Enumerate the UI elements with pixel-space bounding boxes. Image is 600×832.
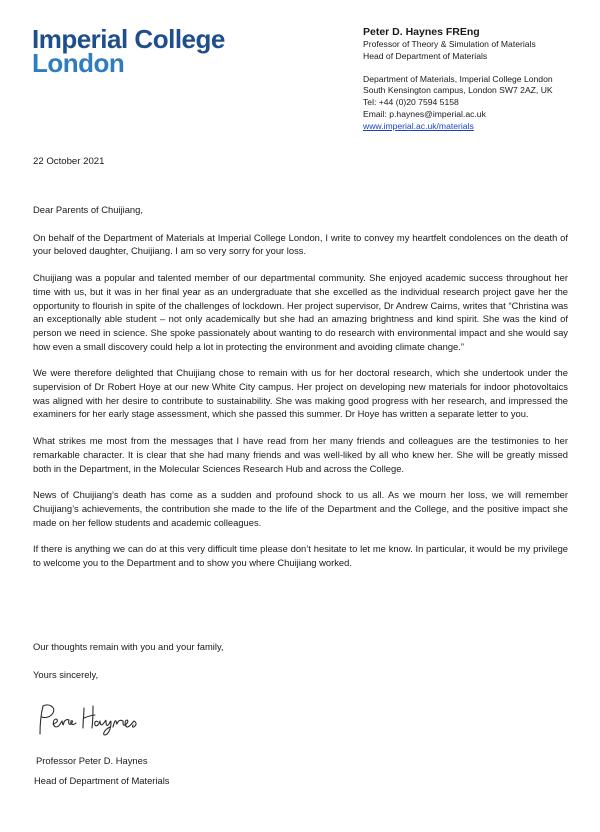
paragraph-offer: If there is anything we can do at this very difficult time please don’t hesitate to let me know. In particular, it would be my privilege to welcome you to the Department and to show you where Chuijiang worked. [33, 543, 568, 569]
sender-address-line2: South Kensington campus, London SW7 2AZ, UK [363, 85, 553, 96]
imperial-college-logo [32, 24, 225, 78]
sender-block [363, 26, 593, 133]
sender-role-professor: Professor of Theory & Simulation of Materials [363, 39, 536, 49]
sender-website-link[interactable]: www.imperial.ac.uk/materials [363, 120, 474, 131]
paragraph-condolences: On behalf of the Department of Materials at Imperial College London, I write to convey my heartfelt condolences on the death of your beloved daughter, Chuijiang. I am so very sorry for your loss. [33, 231, 568, 257]
handwritten-signature [36, 700, 146, 740]
closing-thoughts: Our thoughts remain with you and your family, [33, 641, 224, 652]
letter-date: 22 October 2021 [33, 156, 105, 167]
signatory-block [36, 754, 169, 788]
sender-email: Email: p.haynes@imperial.ac.uk [363, 108, 486, 119]
paragraph-doctoral-research: We were therefore delighted that Chuijiang chose to remain with us for her doctoral research, which she undertook under the supervision of Dr Robert Hoye at our new White City campus. Her project on developing new materials for indoor photovoltaics was aligned with her desire to contribute to sustainability. She was making good progress with her research, and impressed the examiners for her early stage assessment, which she passed this summer. Dr Hoye has written a separate letter to you. [33, 367, 568, 420]
signatory-title: Head of Department of Materials [34, 775, 170, 786]
logo-text-line1: Imperial College [32, 24, 225, 54]
closing-block [33, 640, 224, 696]
letter-body [33, 203, 568, 583]
sender-role-head: Head of Department of Materials [363, 50, 488, 61]
logo-text-line2: London [32, 48, 125, 78]
paragraph-undergraduate: Chuijiang was a popular and talented member of our departmental community. She enjoyed academic success throughout her time with us, but it was in her final year as an undergraduate that she excelled as the individual research project gave her the opportunity to flourish in spite of the challenges of lockdown. Her project supervisor, Dr Andrew Cairns, writes that “Christina was an exceptionally able student – not only academically but she had an amazing brightness and kind spirit. She was the kind of person we need in science. She spoke passionately about wanting to do research with environmental impact and she would say how even a small discovery could help a lot in protecting the environment and avoiding climate change.” [33, 272, 568, 352]
sender-address-line1: Department of Materials, Imperial College London [363, 73, 553, 84]
salutation: Dear Parents of Chuijiang, [33, 204, 143, 215]
sender-name: Peter D. Haynes FREng [363, 26, 480, 38]
paragraph-character: What strikes me most from the messages that I have read from her many friends and colleagues are the testimonies to her remarkable character. It is clear that she had many friends and was well-liked by all who knew her. She will be greatly missed both in the Department, in the Molecular Sciences Research Hub and across the College. [33, 435, 568, 474]
signatory-name: Professor Peter D. Haynes [36, 755, 148, 766]
closing-yours-sincerely: Yours sincerely, [33, 669, 99, 680]
sender-telephone: Tel: +44 (0)20 7594 5158 [363, 97, 459, 108]
paragraph-mourning: News of Chuijiang’s death has come as a sudden and profound shock to us all. As we mourn her loss, we will remember Chuijiang’s achievements, the contribution she made to the life of the Department and the College, and the positive impact she made on her fellow students and academic colleagues. [33, 489, 568, 528]
